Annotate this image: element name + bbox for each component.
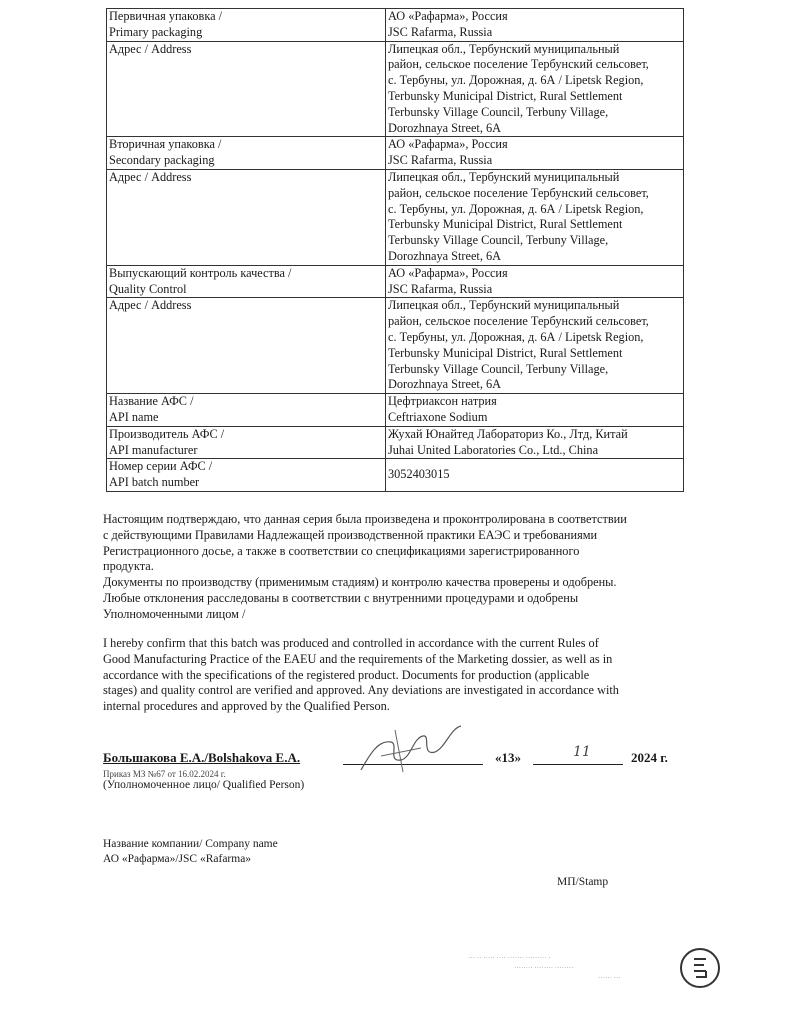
field-value: JSC Rafarma, Russia [388, 281, 493, 296]
table-row [107, 169, 684, 265]
field-value: АО «Рафарма», Россия [388, 9, 508, 23]
field-label: Производитель АФС / [109, 426, 225, 441]
field-label: API manufacturer [109, 442, 198, 457]
field-value: район, сельское поселение Тербунский сельсовет, [388, 314, 649, 329]
field-label: Выпускающий контроль качества / [109, 265, 292, 280]
field-value: АО «Рафарма», Россия [388, 137, 508, 152]
field-value-cell [386, 41, 684, 137]
watermark-text: ········ ········ ········ [514, 964, 574, 972]
field-value: с. Тербуны, ул. Дорожная, д. 6А / Lipetsk Region, [388, 201, 644, 216]
confirmation-text-en [103, 636, 677, 715]
field-value: Липецкая обл., Тербунский муниципальный [388, 169, 620, 184]
field-value: Terbunsky Village Council, Terbuny Village, [388, 233, 609, 248]
field-label: Название АФС / [109, 394, 194, 409]
field-value: Terbunsky Village Council, Terbuny Village, [388, 361, 609, 376]
text-line: Любые отклонения расследованы в соответствии с внутренними процедурами и одобрены [103, 590, 579, 605]
table-row [107, 298, 684, 394]
signature-line [103, 744, 683, 770]
field-value: Terbunsky Municipal District, Rural Settlement [388, 217, 623, 232]
field-value: Цефтриаксон натрия [388, 394, 497, 409]
field-value: Terbunsky Municipal District, Rural Settlement [388, 88, 623, 103]
field-value: Juhai United Laboratories Co., Ltd., China [388, 442, 599, 457]
field-label: Адрес / Address [109, 169, 192, 184]
field-label: API name [109, 409, 159, 424]
text-line: с действующими Правилами Надлежащей производственной практики ЕАЭС и требованиями [103, 527, 598, 542]
field-value: Ceftriaxone Sodium [388, 409, 488, 424]
field-value-cell [386, 137, 684, 170]
field-label-cell [107, 298, 386, 394]
text-line: Документы по производству (применимым стадиям) и контролю качества проверены и одобрены. [103, 575, 617, 590]
order-reference: Приказ МЗ №67 от 16.02.2024 г. [103, 769, 226, 779]
signatory-role: (Уполномоченное лицо/ Qualified Person) [103, 779, 305, 791]
field-value: Липецкая обл., Тербунский муниципальный [388, 41, 620, 56]
company-label: Название компании/ Company name [103, 838, 278, 850]
field-label-cell [107, 137, 386, 170]
field-value: JSC Rafarma, Russia [388, 153, 493, 168]
field-label-cell [107, 394, 386, 427]
document-mark-icon [680, 948, 720, 988]
field-label: API batch number [109, 475, 200, 490]
field-value: Dorozhnaya Street, 6A [388, 120, 502, 135]
field-value: Липецкая обл., Тербунский муниципальный [388, 298, 620, 313]
field-value: Terbunsky Village Council, Terbuny Village, [388, 104, 609, 119]
field-value-cell [386, 169, 684, 265]
field-value: 3052403015 [388, 467, 450, 482]
field-value: Dorozhnaya Street, 6A [388, 377, 502, 392]
table-row [107, 426, 684, 459]
table-row [107, 137, 684, 170]
field-value: район, сельское поселение Тербунский сельсовет, [388, 57, 649, 72]
text-line: Уполномоченными лицом / [103, 606, 246, 621]
signatory-name: Большакова Е.А./Bolshakova E.A. [103, 750, 301, 765]
field-value-cell [386, 9, 684, 42]
field-label: Адрес / Address [109, 41, 192, 56]
date-year: 2024 г. [631, 750, 668, 765]
table-row [107, 9, 684, 42]
watermark-text: ······ ··· [598, 974, 621, 982]
field-value-cell [386, 265, 684, 298]
field-label-cell [107, 265, 386, 298]
field-value: с. Тербуны, ул. Дорожная, д. 6А / Lipetsk Region, [388, 329, 644, 344]
text-line: internal procedures and approved by the Qualified Person. [103, 699, 390, 714]
text-line: продукта. [103, 559, 154, 574]
field-value: JSC Rafarma, Russia [388, 24, 493, 39]
company-name: АО «Рафарма»/JSC «Rafarma» [103, 853, 252, 865]
handwritten-signature [351, 722, 471, 782]
table-row [107, 41, 684, 137]
field-label-cell [107, 41, 386, 137]
field-value: АО «Рафарма», Россия [388, 265, 508, 280]
field-label: Адрес / Address [109, 298, 192, 313]
field-value-cell [386, 298, 684, 394]
date-month: 11 [573, 744, 591, 760]
field-label-cell [107, 169, 386, 265]
field-value: Dorozhnaya Street, 6A [388, 248, 502, 263]
field-label-cell [107, 426, 386, 459]
text-line: stages) and quality control are verified and approved. Any deviations are investigated in accordance with [103, 683, 619, 698]
table-row [107, 459, 684, 492]
field-label-cell [107, 459, 386, 492]
field-value-cell [386, 426, 684, 459]
batch-info-table [106, 8, 684, 492]
table-row [107, 394, 684, 427]
field-value: район, сельское поселение Тербунский сельсовет, [388, 185, 649, 200]
confirmation-text-ru [103, 512, 677, 623]
text-line: accordance with the specifications of the registered product. Documents for production (applicable [103, 667, 590, 682]
field-label: Primary packaging [109, 24, 203, 39]
text-line: I hereby confirm that this batch was produced and controlled in accordance with the current Rules of [103, 636, 599, 650]
field-value: с. Тербуны, ул. Дорожная, д. 6А / Lipetsk Region, [388, 73, 644, 88]
stamp-label: МП/Stamp [557, 876, 609, 888]
text-line: Настоящим подтверждаю, что данная серия была произведена и проконтролирована в соответствии [103, 512, 627, 526]
field-label: Первичная упаковка / [109, 9, 223, 23]
watermark-text: ··· ·· ····· ···· ······· ········· · [468, 954, 551, 962]
field-label: Secondary packaging [109, 153, 215, 168]
date-day: «13» [495, 750, 521, 765]
field-label: Quality Control [109, 281, 187, 296]
table-row [107, 265, 684, 298]
field-value: Terbunsky Municipal District, Rural Settlement [388, 345, 623, 360]
text-line: Good Manufacturing Practice of the EAEU and the requirements of the Marketing dossier, as well as in [103, 651, 613, 666]
field-value: Жухай Юнайтед Лабораториз Ко., Лтд, Китай [388, 426, 628, 441]
field-label: Номер серии АФС / [109, 459, 213, 474]
field-value-cell [386, 459, 684, 492]
field-label: Вторичная упаковка / [109, 137, 222, 152]
text-line: Регистрационного досье, а также в соответствии со спецификациями зарегистрированного [103, 543, 580, 558]
field-value-cell [386, 394, 684, 427]
field-label-cell [107, 9, 386, 42]
